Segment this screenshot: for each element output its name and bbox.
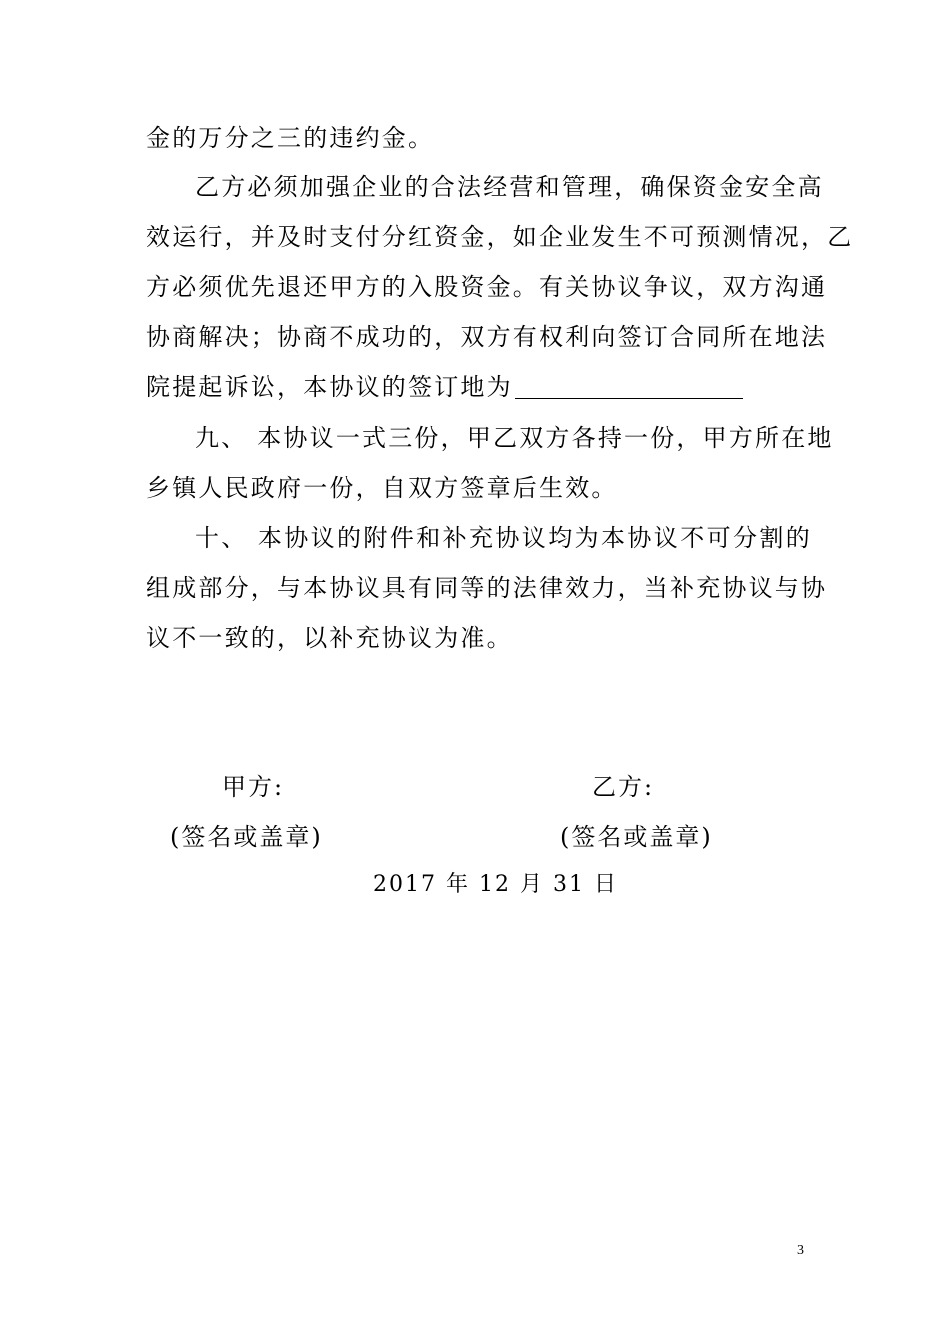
paragraph-clause-b-line: 协商解决；协商不成功的，双方有权利向签订合同所在地法: [146, 323, 828, 351]
signing-location-blank: [515, 374, 743, 399]
paragraph-clause-b-last-line: [146, 372, 812, 402]
paragraph-clause-b-line: 方必须优先退还甲方的入股资金。有关协议争议，双方沟通: [146, 273, 828, 301]
party-a-sign-note: (签名或盖章): [170, 823, 323, 851]
paragraph-clause-10-line: 组成部分，与本协议具有同等的法律效力，当补充协议与协: [146, 574, 828, 602]
paragraph-clause-b-line: 效运行，并及时支付分红资金，如企业发生不可预测情况，乙: [146, 223, 854, 251]
agreement-date: 2017 年 12 月 31 日: [373, 872, 618, 897]
paragraph-continuation-line: 金的万分之三的违约金。: [146, 124, 435, 152]
paragraph-clause-10-line: 十、 本协议的附件和补充协议均为本协议不可分割的: [195, 524, 812, 552]
paragraph-clause-b-line: 乙方必须加强企业的合法经营和管理，确保资金安全高: [195, 173, 824, 201]
party-b-label: 乙方:: [592, 773, 655, 801]
paragraph-clause-10-line: 议不一致的，以补充协议为准。: [146, 624, 513, 652]
paragraph-clause-9-line: 九、 本协议一式三份，甲乙双方各持一份，甲方所在地: [195, 424, 834, 452]
paragraph-clause-9-line: 乡镇人民政府一份，自双方签章后生效。: [146, 474, 618, 502]
signing-location-label: 院提起诉讼，本协议的签订地为: [146, 373, 513, 401]
party-a-label: 甲方:: [222, 773, 285, 801]
party-b-sign-note: (签名或盖章): [560, 823, 713, 851]
page-number: 3: [797, 1243, 804, 1258]
